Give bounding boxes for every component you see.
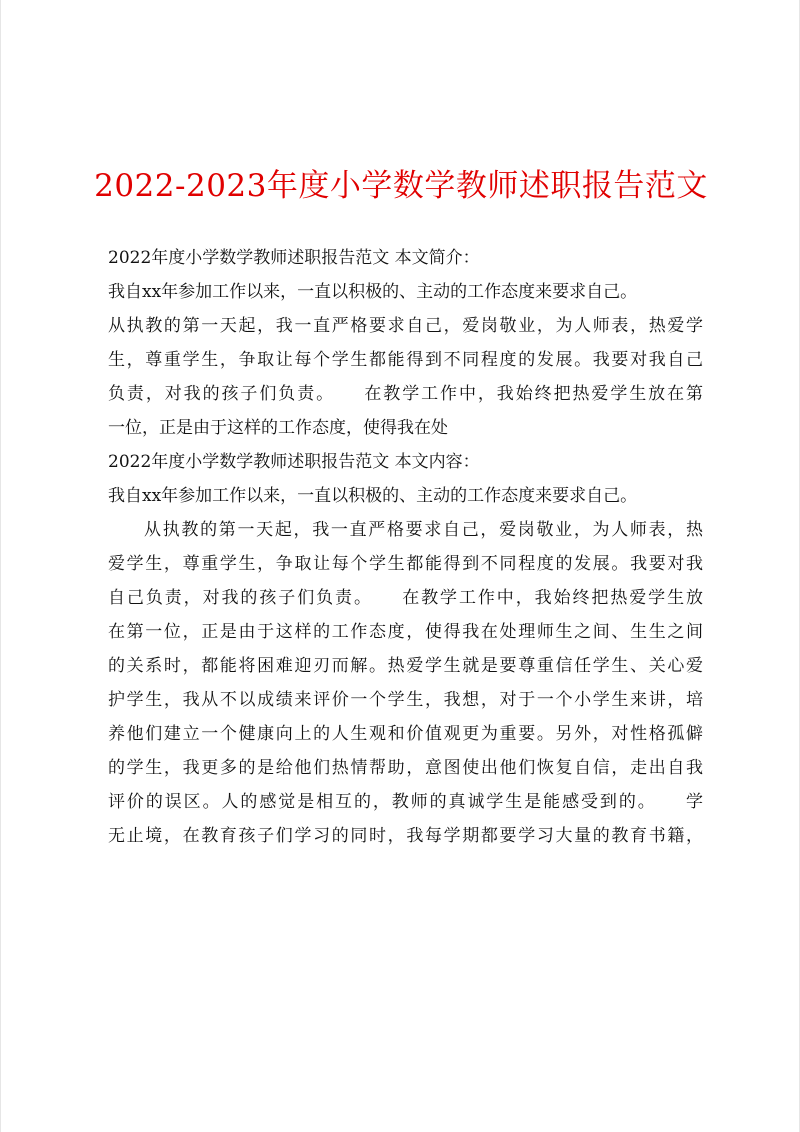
document-body — [108, 241, 703, 853]
text-line: 在第一位，正是由于这样的工作态度，使得我在处理师生之间、生生之间 — [108, 622, 703, 642]
text-line: 养他们建立一个健康向上的人生观和价值观更为重要。另外，对性格孤僻 — [108, 724, 703, 744]
text-line: 评价的误区。人的感觉是相互的，教师的真诚学生是能感受到的。 学 — [108, 792, 703, 812]
text-line: 我自xx年参加工作以来，一直以积极的、主动的工作态度来要求自己。 — [108, 282, 638, 302]
text-line: 一位，正是由于这样的工作态度，使得我在处 — [108, 418, 448, 438]
document-title: 2022-2023年度小学数学教师述职报告范文 — [94, 168, 708, 204]
intro-heading: 2022年度小学数学教师述职报告范文 本文简介： — [108, 248, 480, 268]
text-line: 护学生，我从不以成绩来评价一个学生，我想，对于一个小学生来讲，培 — [108, 690, 703, 710]
text-line: 负责，对我的孩子们负责。 在教学工作中，我始终把热爱学生放在第 — [108, 384, 703, 404]
text-line: 自己负责，对我的孩子们负责。 在教学工作中，我始终把热爱学生放 — [108, 588, 703, 608]
text-line: 爱学生，尊重学生，争取让每个学生都能得到不同程度的发展。我要对我 — [108, 554, 703, 574]
text-line: 的关系时，都能将困难迎刃而解。热爱学生就是要尊重信任学生、关心爱 — [108, 656, 703, 676]
text-line: 从执教的第一天起，我一直严格要求自己，爱岗敬业，为人师表，热爱学 — [108, 316, 703, 336]
text-line: 的学生，我更多的是给他们热情帮助，意图使出他们恢复自信，走出自我 — [108, 758, 703, 778]
text-line: 无止境，在教育孩子们学习的同时，我每学期都要学习大量的教育书籍， — [108, 826, 703, 846]
text-line: 我自xx年参加工作以来，一直以积极的、主动的工作态度来要求自己。 — [108, 486, 638, 506]
text-line: 从执教的第一天起，我一直严格要求自己，爱岗敬业，为人师表，热 — [144, 520, 703, 540]
content-heading: 2022年度小学数学教师述职报告范文 本文内容： — [108, 452, 480, 472]
text-line: 生，尊重学生，争取让每个学生都能得到不同程度的发展。我要对我自己 — [108, 350, 703, 370]
